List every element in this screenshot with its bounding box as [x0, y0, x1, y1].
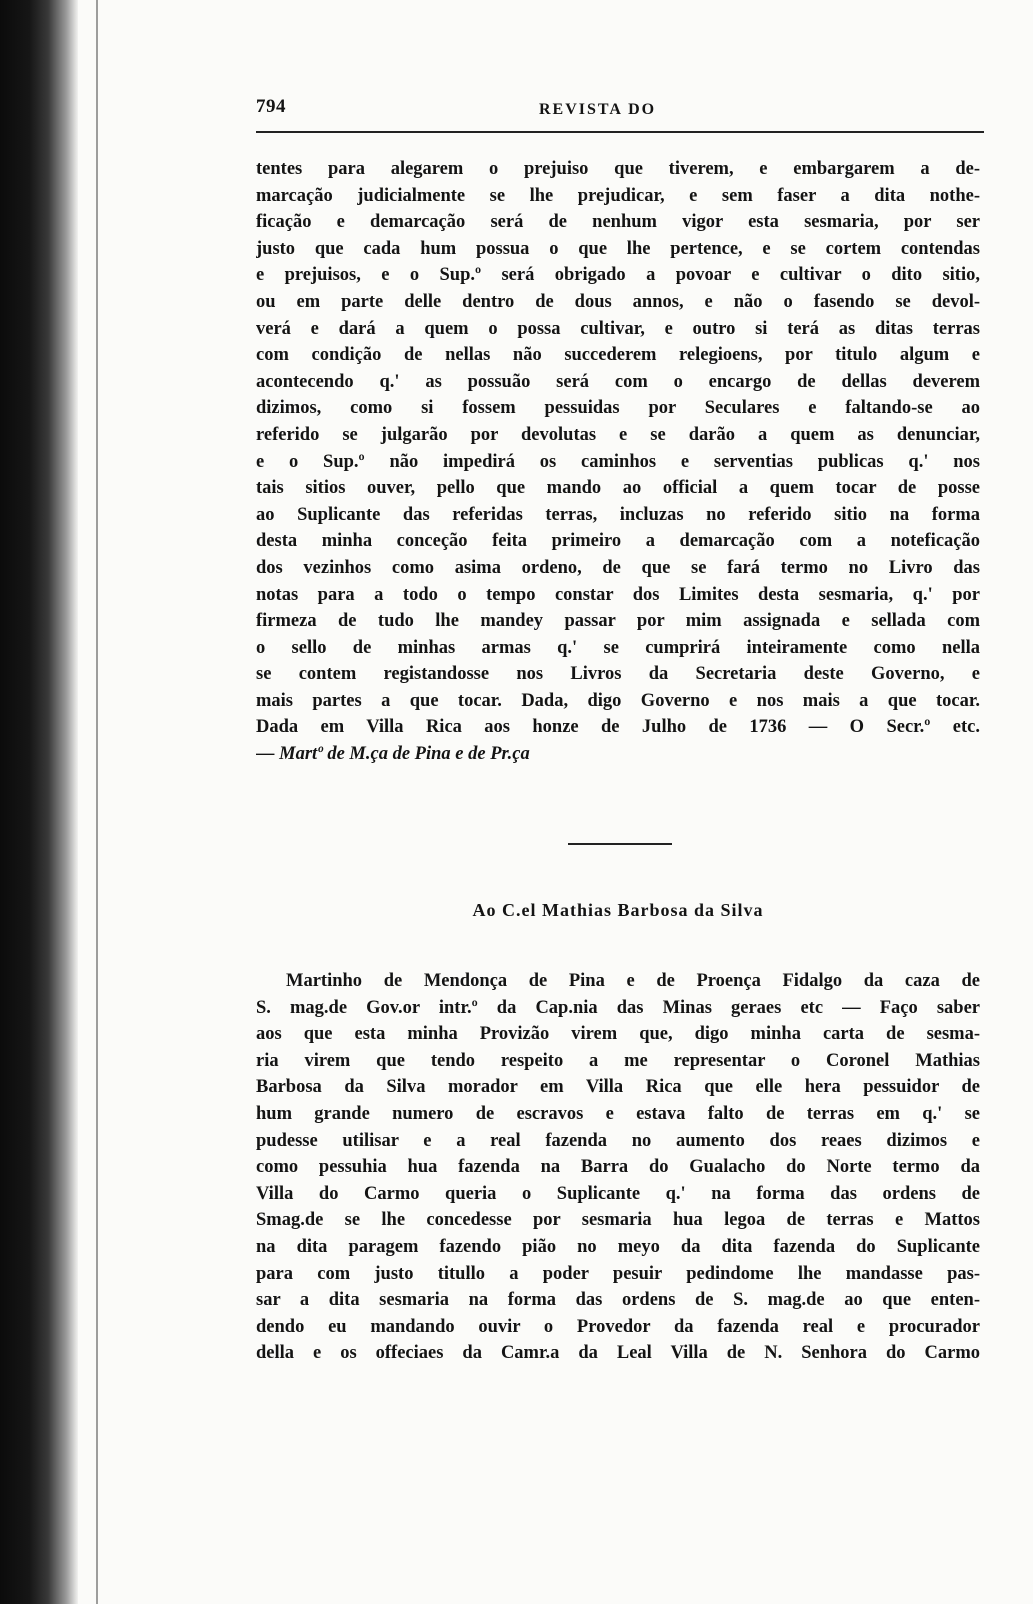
header-rule [256, 131, 984, 133]
binding-edge-line [96, 0, 98, 1604]
page-number: 794 [256, 96, 286, 117]
text-line: desta minha conceção feita primeiro a demarcação com a noteficação [256, 531, 980, 552]
text-line: hum grande numero de escravos e estava falto de terras em q.' se [256, 1103, 980, 1124]
text-line: acontecendo q.' as possuão será com o encargo de dellas deverem [256, 371, 980, 392]
text-line: S. mag.de Gov.or intr.º da Cap.nia das Minas geraes etc — Faço saber [256, 997, 980, 1018]
text-line: e prejuisos, e o Sup.º será obrigado a povoar e cultivar o dito sitio, [256, 265, 980, 286]
text-line: sar a dita sesmaria na forma das ordens de S. mag.de ao que enten- [256, 1290, 980, 1311]
text-line: Martinho de Mendonça de Pina e de Proença Fidalgo da caza de [286, 971, 980, 991]
text-line: aos que esta minha Provizão virem que, digo minha carta de sesma- [256, 1024, 980, 1045]
text-line: mais partes a que tocar. Dada, digo Governo e nos mais a que tocar. [256, 690, 980, 711]
text-line: Villa do Carmo queria o Suplicante q.' na forma das ordens de [256, 1183, 980, 1204]
page-header [256, 96, 984, 130]
text-line: marcação judicialmente se lhe prejudicar, e sem faser a dita nothe- [256, 185, 980, 206]
first-document-body [256, 156, 980, 768]
text-line: o sello de minhas armas q.' se cumprirá inteiramente como nella [256, 637, 980, 658]
text-line: justo que cada hum possua o que lhe pertence, e se cortem contendas [256, 238, 980, 259]
text-line: notas para a todo o tempo constar dos Limites desta sesmaria, q.' por [256, 584, 980, 605]
text-line: para com justo titullo a poder pesuir pedindome lhe mandasse pas- [256, 1263, 980, 1284]
text-line: como pessuhia hua fazenda na Barra do Gualacho do Norte termo da [256, 1157, 980, 1178]
text-line: Dada em Villa Rica aos honze de Julho de 1736 — O Secr.º etc. [256, 717, 980, 738]
text-line: dizimos, como si fossem pessuidas por Seculares e faltando-se ao [256, 398, 980, 419]
text-line: com condição de nellas não succederem relegioens, por titulo algum e [256, 345, 980, 366]
text-line: ficação e demarcação será de nenhum vigor esta sesmaria, por ser [256, 212, 980, 233]
section-divider [568, 843, 672, 845]
second-document-body [256, 968, 980, 1367]
text-line: na dita paragem fazendo pião no meyo da dita fazenda do Suplicante [256, 1236, 980, 1257]
text-line: ou em parte delle dentro de dous annos, e não o fasendo se devol- [256, 291, 980, 312]
text-line: dendo eu mandando ouvir o Provedor da fazenda real e procurador [256, 1316, 980, 1337]
text-line: pudesse utilisar e a real fazenda no aumento dos reaes dizimos e [256, 1130, 980, 1151]
text-line: della e os offeciaes da Camr.a da Leal Villa de N. Senhora do Carmo [256, 1343, 980, 1364]
text-line: Barbosa da Silva morador em Villa Rica que elle hera pessuidor de [256, 1077, 980, 1098]
text-line: ao Suplicante das referidas terras, incluzas no referido sitio na forma [256, 504, 980, 525]
text-line: Smag.de se lhe concedesse por sesmaria hua legoa de terras e Mattos [256, 1210, 980, 1231]
text-line: firmeza de tudo lhe mandey passar por mim assignada e sellada com [256, 611, 980, 632]
text-line: dos vezinhos como asima ordeno, de que se fará termo no Livro das [256, 557, 980, 578]
text-line: tentes para alegarem o prejuiso que tiverem, e embargarem a de- [256, 159, 980, 179]
text-line: se contem registandosse nos Livros da Secretaria deste Governo, e [256, 664, 980, 685]
text-line: verá e dará a quem o possa cultivar, e outro si terá as ditas terras [256, 318, 980, 339]
signature-line: — Martº de M.ça de Pina e de Pr.ça [256, 744, 530, 765]
text-line: e o Sup.º não impedirá os caminhos e serventias publicas q.' nos [256, 451, 980, 472]
text-line: referido se julgarão por devolutas e se darão a quem as denunciar, [256, 424, 980, 445]
running-head: REVISTA DO [539, 101, 657, 118]
section-title: Ao C.el Mathias Barbosa da Silva [472, 900, 764, 920]
text-line: ria virem que tendo respeito a me representar o Coronel Mathias [256, 1050, 980, 1071]
text-line: tais sitios ouver, pello que mando ao official a quem tocar de posse [256, 478, 980, 499]
binding-shadow [0, 0, 78, 1604]
